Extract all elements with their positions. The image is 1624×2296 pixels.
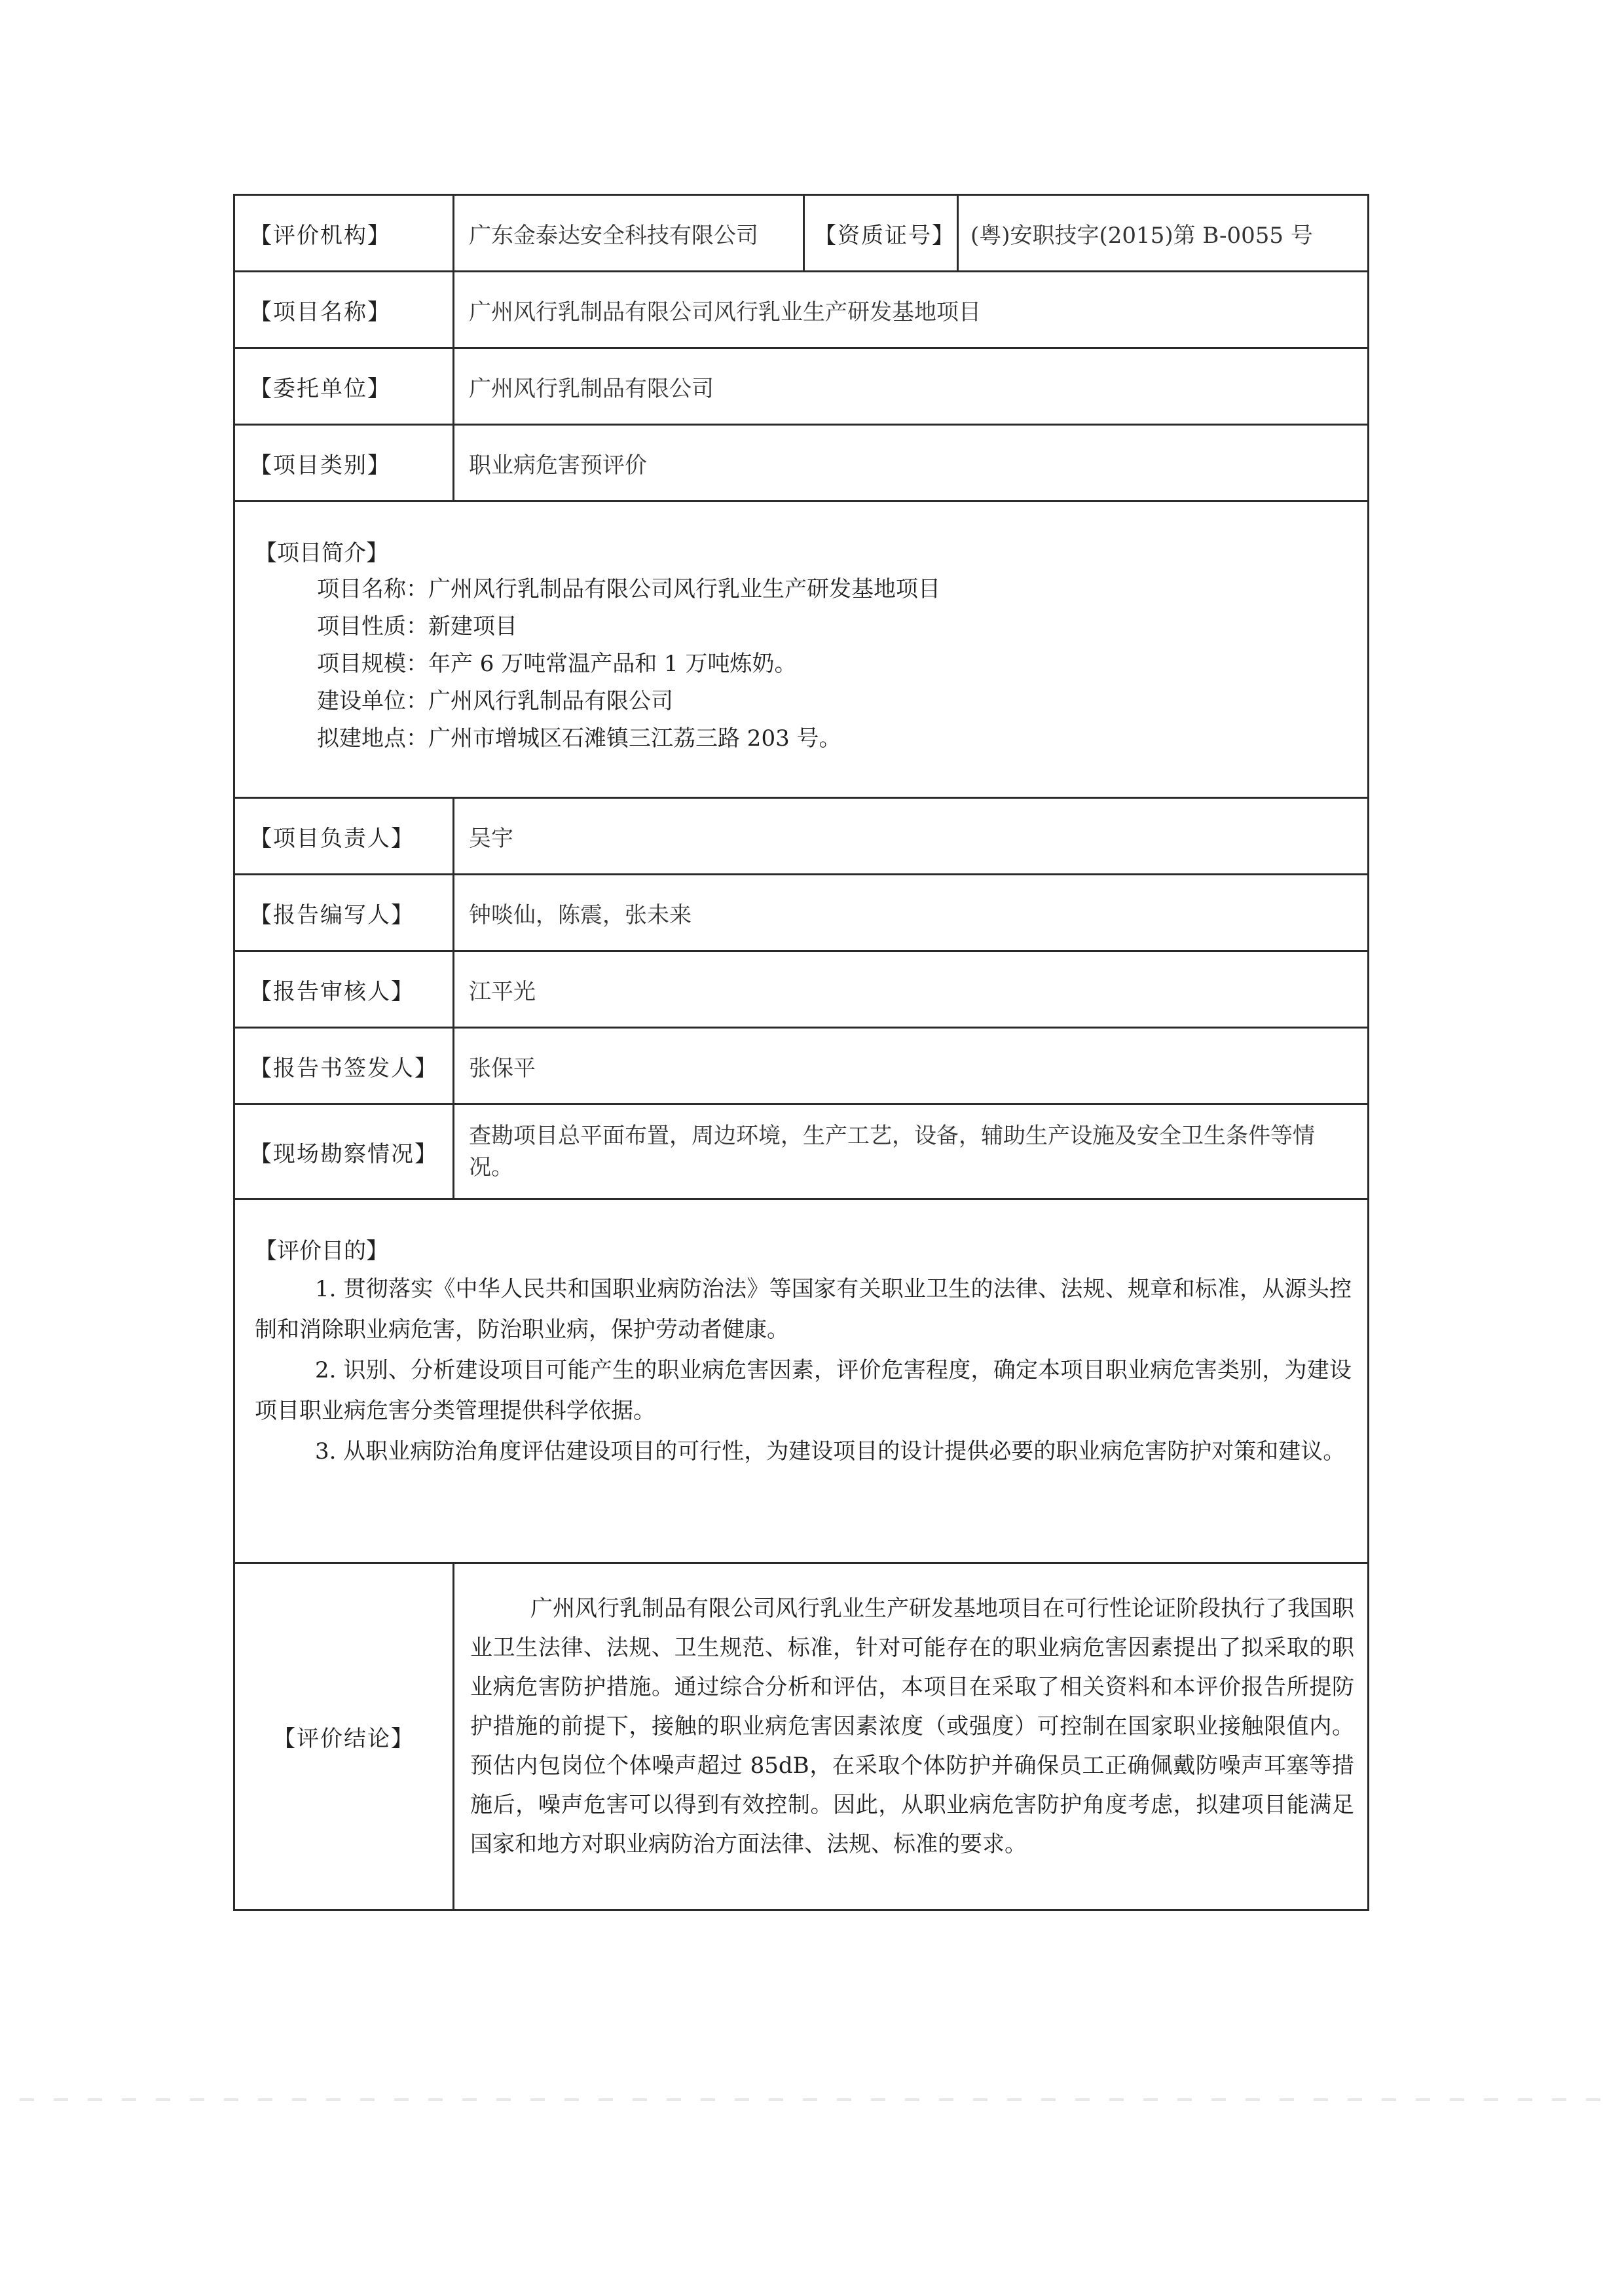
scan-artifact-line [20, 2098, 1604, 2101]
row-intro [234, 501, 1369, 798]
intro-line: 建设单位：广州风行乳制品有限公司 [317, 688, 673, 714]
row-project-name [234, 272, 1369, 348]
goal-item: 3. 从职业病防治角度评估建设项目的可行性，为建设项目的设计提供必要的职业病危害防护对策和建议。 [315, 1438, 1346, 1465]
client-value: 广州风行乳制品有限公司 [454, 348, 1369, 425]
signer-label: 【报告书签发人】 [234, 1028, 454, 1104]
goal-item: 1. 贯彻落实《中华人民共和国职业病防治法》等国家有关职业卫生的法律、法规、规章和标准，从源头控制和消除职业病危害，防治职业病，保护劳动者健康。 [255, 1276, 1352, 1343]
conclusion-label: 【评价结论】 [234, 1563, 454, 1910]
leader-label: 【项目负责人】 [234, 798, 454, 875]
row-writers [234, 875, 1369, 951]
leader-value: 吴宇 [454, 798, 1369, 875]
writers-label: 【报告编写人】 [234, 875, 454, 951]
conclusion-value: 广州风行乳制品有限公司风行乳业生产研发基地项目在可行性论证阶段执行了我国职业卫生法律、法规、卫生规范、标准，针对可能存在的职业病危害因素提出了拟采取的职业病危害防护措施。通过综合分析和评估，本项目在采取了相关资料和本评价报告所提防护措施的前提下，接触的职业病危害因素浓度（或强度）可控制在国家职业接触限值内。预估内包岗位个体噪声超过 85dB，在采取个体防护并确保员工正确佩戴防噪声耳塞等措施后，噪声危害可以得到有效控制。因此，从职业病危害防护角度考虑，拟建项目能满足国家和地方对职业病防治方面法律、法规、标准的要求。 [454, 1563, 1369, 1910]
evaluation-summary-sheet [233, 194, 1367, 1911]
project-name-label: 【项目名称】 [234, 272, 454, 348]
row-goal [234, 1199, 1369, 1563]
intro-line: 项目规模：年产 6 万吨常温产品和 1 万吨炼奶。 [317, 651, 797, 677]
row-signer [234, 1028, 1369, 1104]
writers-value: 钟啖仙，陈震，张未来 [454, 875, 1369, 951]
row-organization [234, 195, 1369, 272]
cert-label: 【资质证号】 [804, 195, 958, 272]
org-label: 【评价机构】 [234, 195, 454, 272]
row-survey [234, 1104, 1369, 1199]
signer-value: 张保平 [454, 1028, 1369, 1104]
intro-line: 项目名称：广州风行乳制品有限公司风行乳业生产研发基地项目 [317, 576, 940, 602]
survey-label: 【现场勘察情况】 [234, 1104, 454, 1199]
intro-line: 项目性质：新建项目 [317, 613, 517, 640]
org-value: 广东金泰达安全科技有限公司 [454, 195, 804, 272]
goal-cell [234, 1199, 1369, 1563]
category-value: 职业病危害预评价 [454, 425, 1369, 501]
row-leader [234, 798, 1369, 875]
survey-value: 查勘项目总平面布置，周边环境，生产工艺，设备，辅助生产设施及安全卫生条件等情况。 [454, 1104, 1369, 1199]
goal-item: 2. 识别、分析建设项目可能产生的职业病危害因素，评价危害程度，确定本项目职业病危害类别，为建设项目职业病危害分类管理提供科学依据。 [255, 1357, 1352, 1424]
reviewer-value: 江平光 [454, 951, 1369, 1028]
row-reviewer [234, 951, 1369, 1028]
client-label: 【委托单位】 [234, 348, 454, 425]
cert-value: (粤)安职技字(2015)第 B-0055 号 [958, 195, 1369, 272]
intro-heading: 【项目简介】 [255, 540, 388, 566]
intro-cell [234, 501, 1369, 798]
row-client [234, 348, 1369, 425]
goal-heading: 【评价目的】 [255, 1238, 388, 1264]
category-label: 【项目类别】 [234, 425, 454, 501]
project-name-value: 广州风行乳制品有限公司风行乳业生产研发基地项目 [454, 272, 1369, 348]
row-category [234, 425, 1369, 501]
reviewer-label: 【报告审核人】 [234, 951, 454, 1028]
row-conclusion [234, 1563, 1369, 1910]
evaluation-table [233, 194, 1369, 1911]
intro-line: 拟建地点：广州市增城区石滩镇三江荔三路 203 号。 [317, 725, 841, 752]
